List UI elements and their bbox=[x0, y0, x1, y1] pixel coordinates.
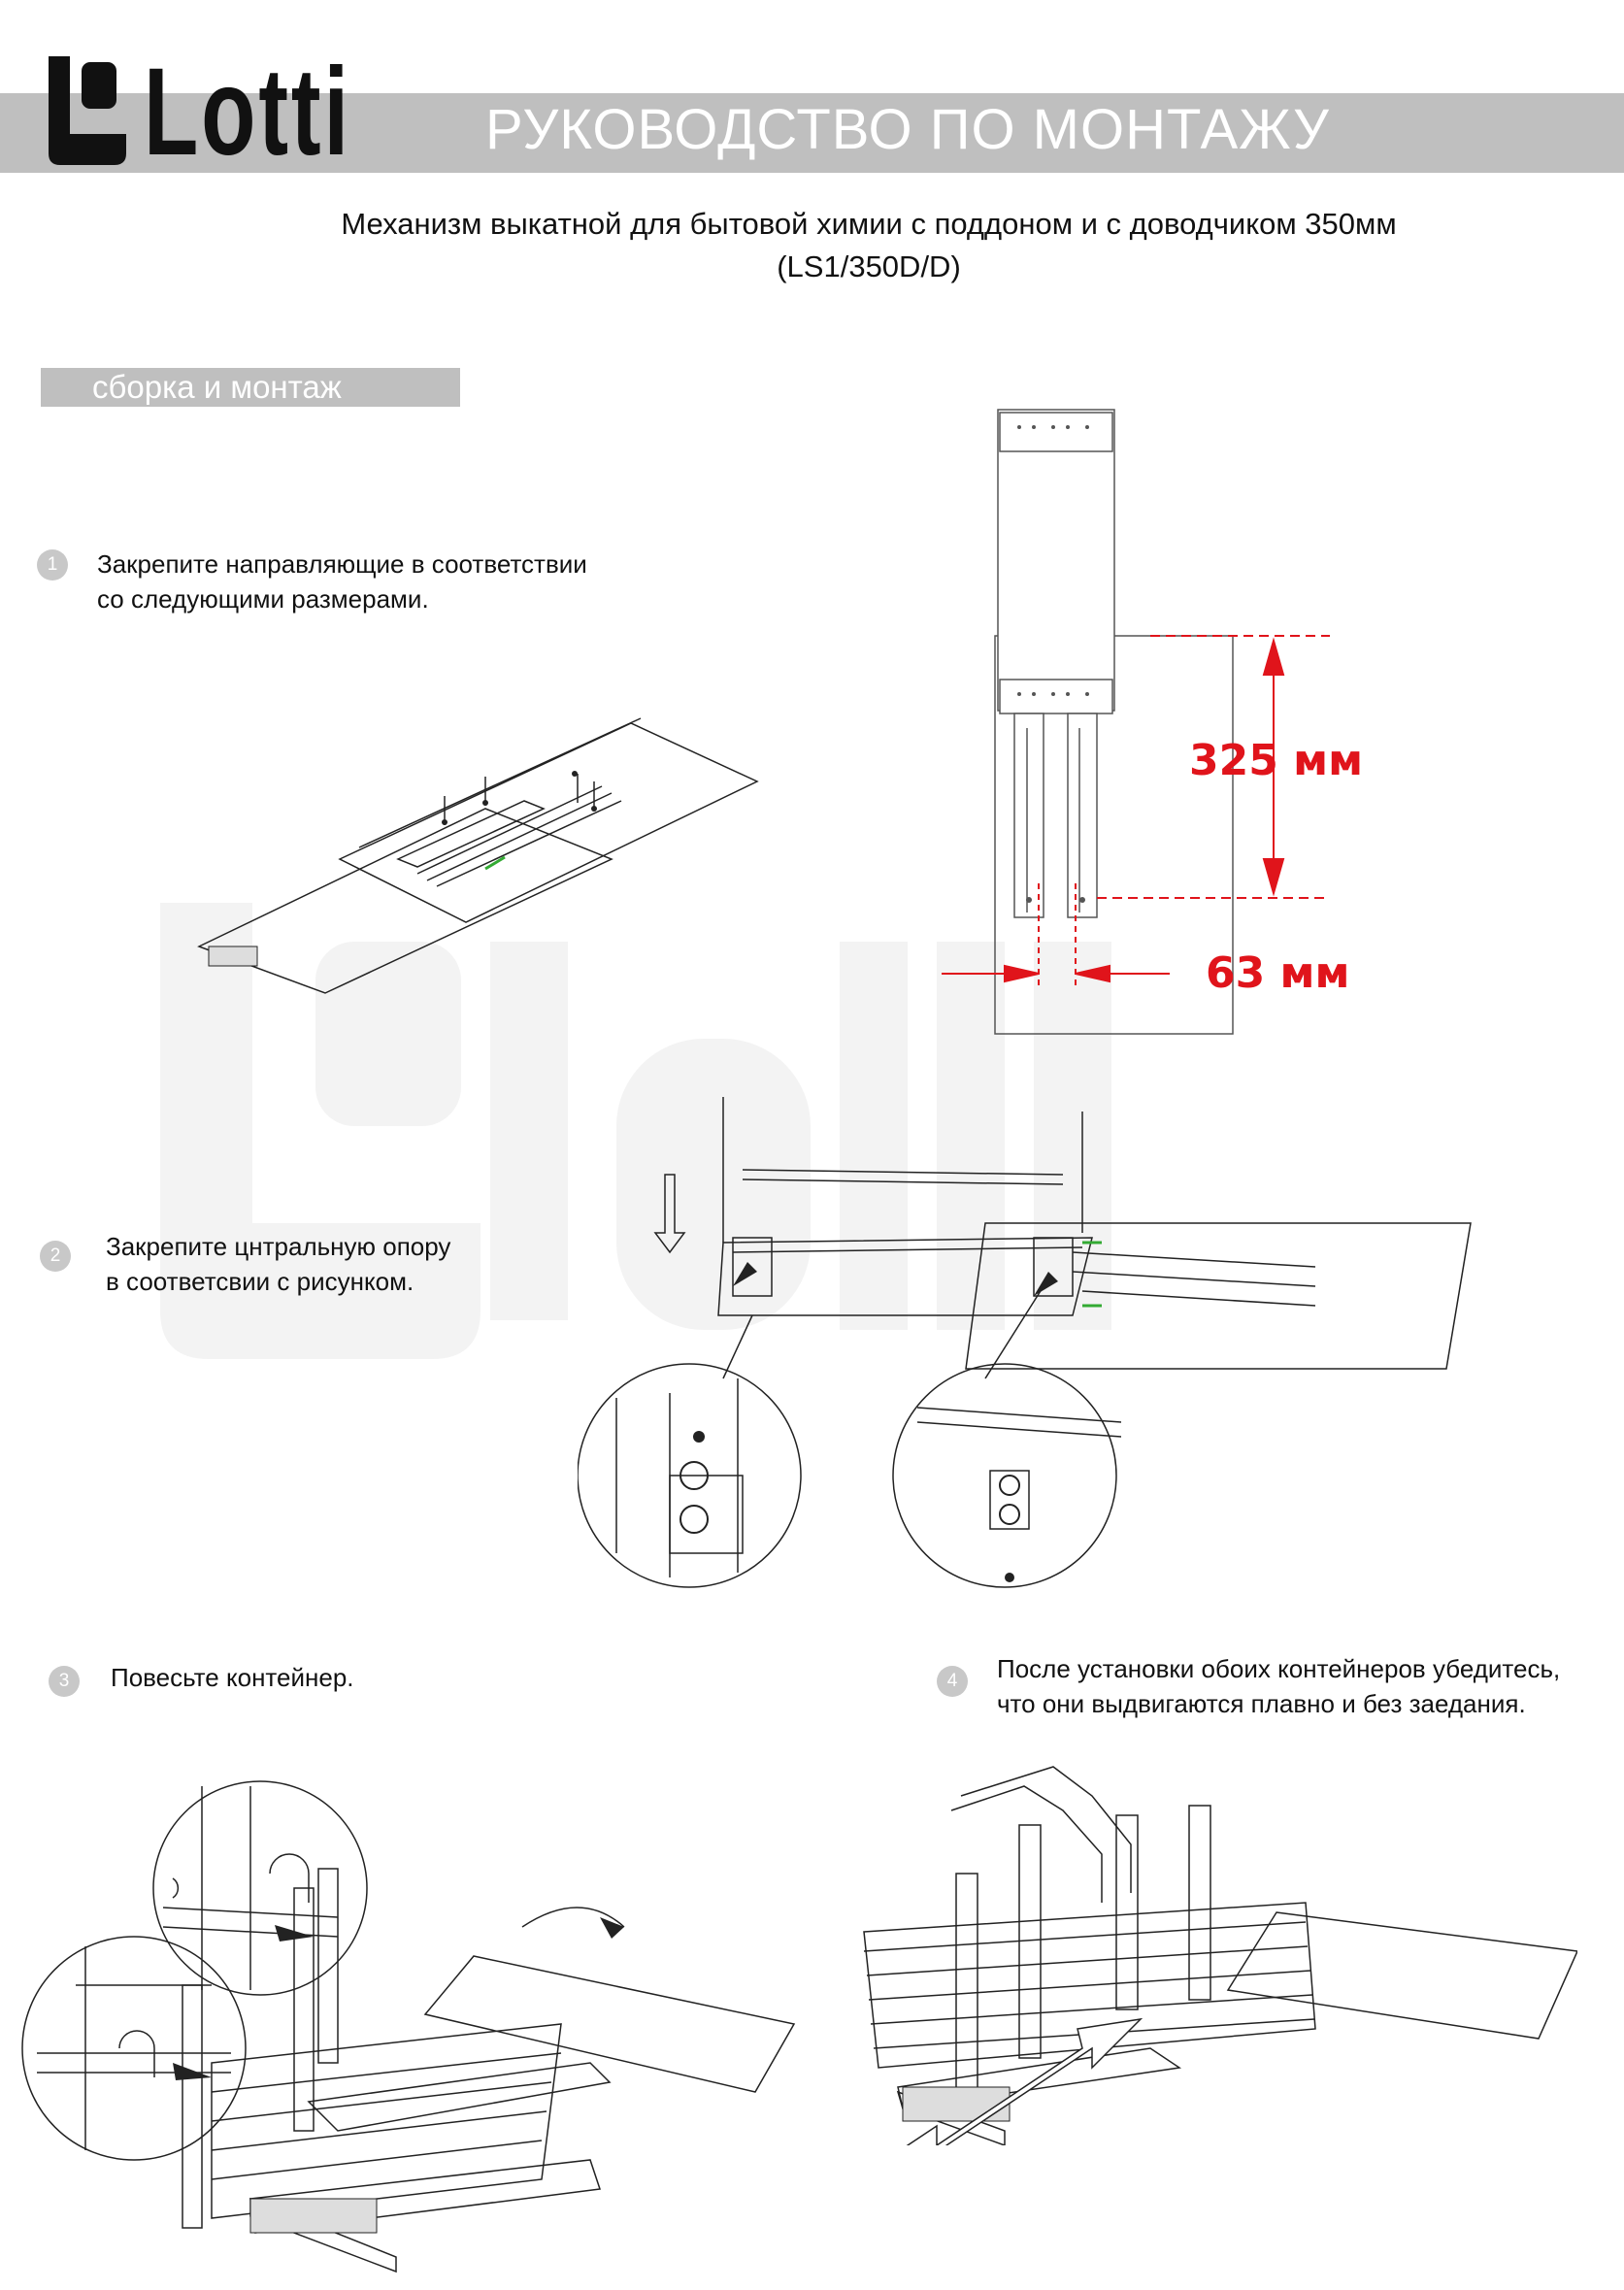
step-4-text bbox=[997, 1651, 1560, 1721]
step-2-drawing bbox=[578, 1087, 1500, 1592]
product-code: (LS1/350D/D) bbox=[777, 249, 961, 283]
step-3-text bbox=[111, 1660, 354, 1695]
lotti-logo-icon bbox=[49, 56, 138, 165]
step-1-drawing bbox=[194, 714, 767, 995]
product-name: Механизм выкатной для бытовой химии с поддоном и с доводчиком 350мм bbox=[341, 207, 1397, 241]
brand-name: Lotti bbox=[144, 43, 351, 182]
step-4-drawing bbox=[859, 1757, 1577, 2145]
step-2-line-1: Закрепите цнтральную опору bbox=[106, 1232, 451, 1261]
step-4-line-1: После установки обоих контейнеров убедитесь, bbox=[997, 1654, 1561, 1683]
step-3-number: 3 bbox=[49, 1666, 80, 1697]
step-1-line-1: Закрепите направляющие в соответствии bbox=[97, 549, 587, 579]
step-4-line-2: что они выдвигаются плавно и без заедания. bbox=[997, 1689, 1526, 1718]
step-4-number: 4 bbox=[937, 1666, 968, 1697]
dimension-diagram bbox=[932, 408, 1398, 1048]
step-2-text bbox=[106, 1229, 450, 1299]
dimension-offset: 63 мм bbox=[1206, 948, 1350, 998]
step-1-line-2: со следующими размерами. bbox=[97, 584, 429, 614]
dimension-height: 325 мм bbox=[1189, 736, 1364, 785]
step-2-number: 2 bbox=[40, 1241, 71, 1272]
section-label: сборка и монтаж bbox=[92, 369, 342, 405]
page-title: РУКОВОДСТВО ПО МОНТАЖУ bbox=[485, 98, 1330, 161]
step-1-text bbox=[97, 547, 587, 616]
step-3-drawing bbox=[17, 1772, 804, 2276]
step-3-line-1: Повесьте контейнер. bbox=[111, 1663, 354, 1692]
step-2-line-2: в соответсвии с рисунком. bbox=[106, 1267, 414, 1296]
step-1-number: 1 bbox=[37, 549, 68, 581]
